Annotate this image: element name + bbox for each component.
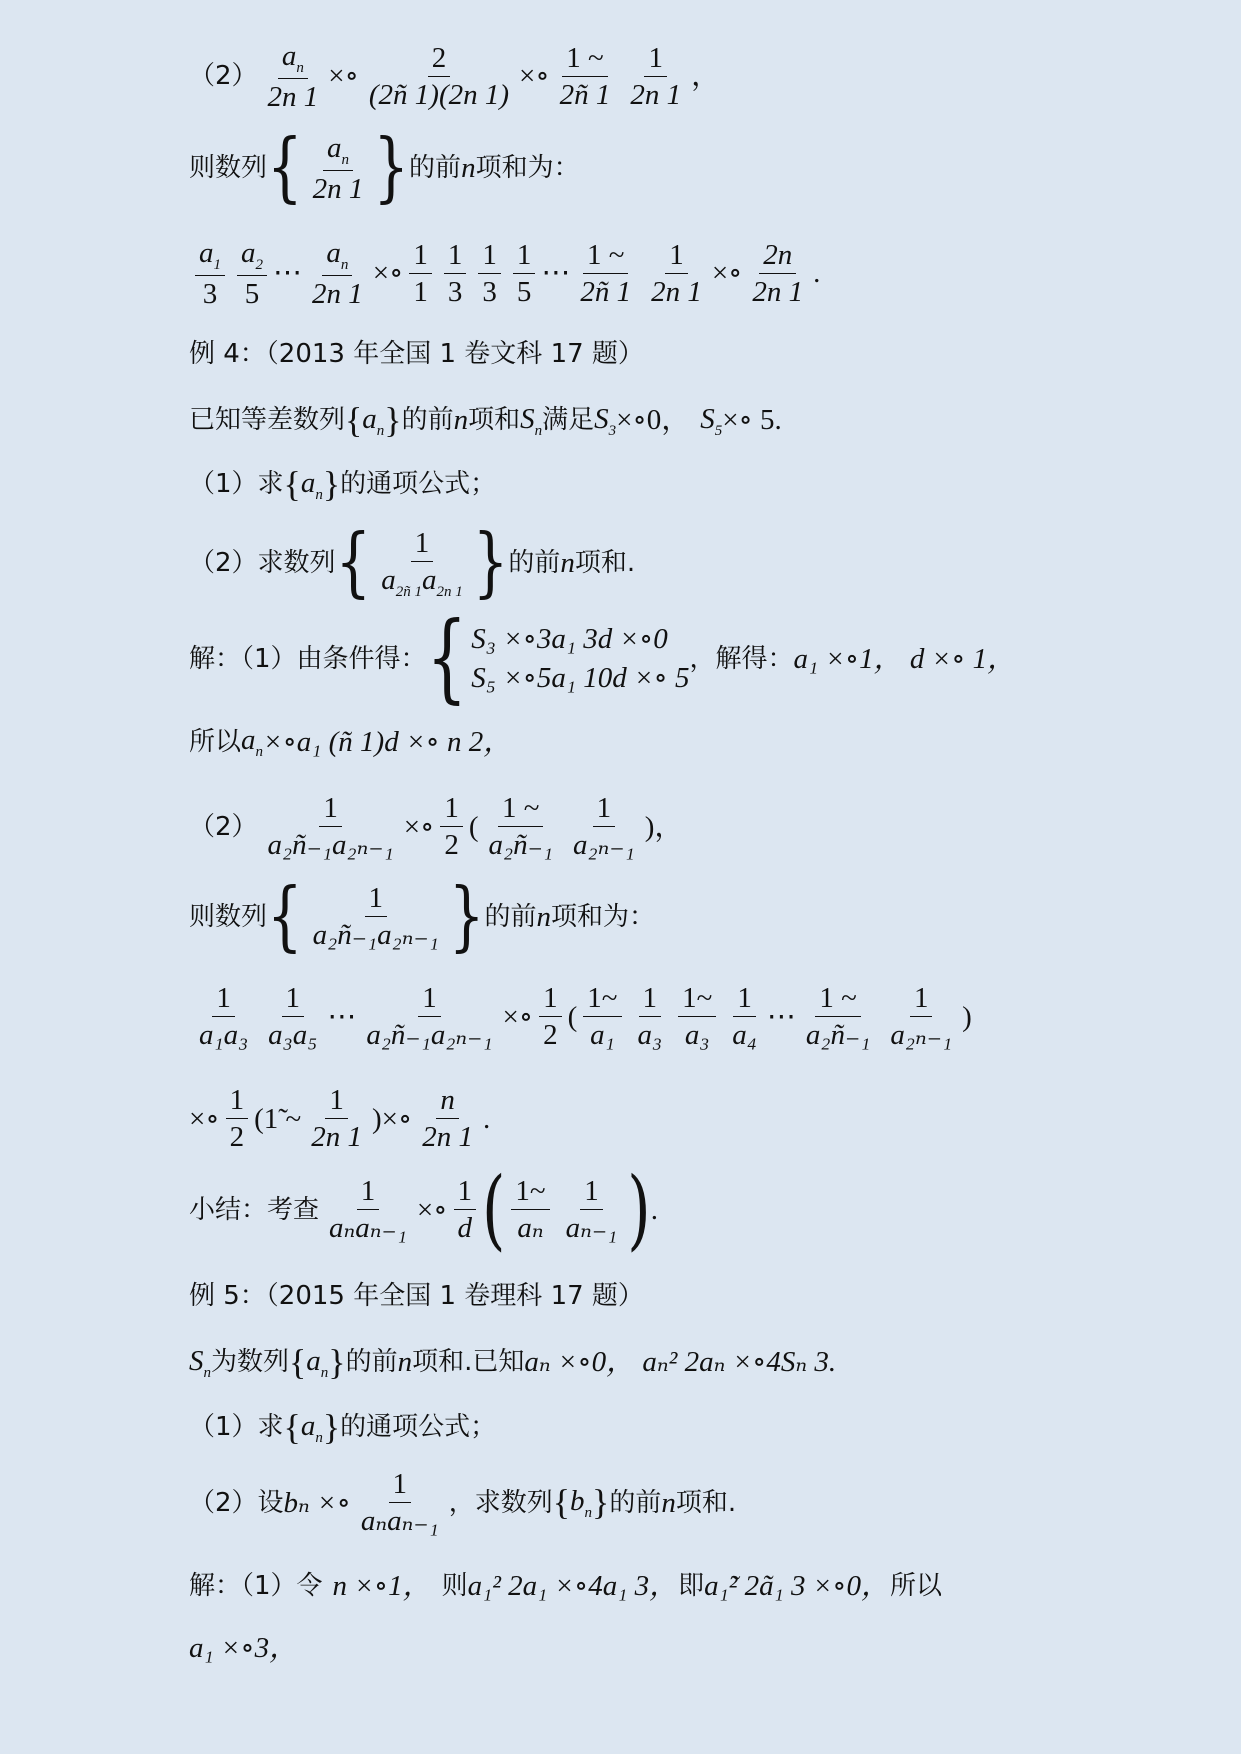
- solution-line-5-2: a₁ ×∘3，: [189, 1632, 299, 1664]
- formula-line-12: $\frac{1}{\text{a₁a₃}}$ $\frac{1}{\text{a₃a₅}}$ ⋯ $\frac{1}{\text{a₂ñ₋₁a₂ₙ₋₁}}$ ×∘ $\frac{1}{2}$ ( $\frac{1\sim}{\text{a₁}}$ $\frac{1}{\text{a₃}}$ $\frac{1\sim}{\text{a₃}}$ $\frac{1}{\text{a₄}}$ ⋯ $\frac{1 \sim}{\text{a₂ñ₋₁}}$ $\frac{1}{\text{a₂ₙ₋₁}}$ ): [199, 982, 972, 1052]
- formula-line-3: $\frac{a_1}{3}$ $\frac{a_2}{5}$ ⋯ $\frac{a_n}{2n 1}$ ×∘ $\frac{1}{1}$ $\frac{1}{3}$ $\frac{1}{3}$ $\frac{1}{5}$ ⋯ $\frac{1 \sim}{2ñ 1}$ $\frac{1}{2n 1}$ ×∘ $\frac{2n}{2n 1}$ .: [189, 235, 1121, 312]
- fraction: $\frac{a_n}{2n 1}$: [267, 40, 319, 113]
- example-heading: 例 4：（2013 年全国 1 卷文科 17 题）: [189, 339, 644, 369]
- text-line-11: 则数列 { $\frac{1}{\text{a₂ñ₋₁a₂ₙ₋₁}}$ } 的前 n 项和为：: [189, 872, 656, 960]
- question-1: （1）求 { $a_n$ } 的通项公式；: [189, 464, 497, 504]
- formula-line-1: （2） $\frac{a_n}{2n 1}$ ×∘ $\frac{2}{(2ñ 1)(2n 1)}$ ×∘ $\frac{1 \sim}{2ñ 1}$ $\frac{1}{2n 1}$ ，: [189, 38, 1121, 115]
- summary-line: 小结：考查 $\frac{1}{\text{aₙaₙ₋₁}}$ ×∘ $\frac{1}{d}$ ( $\frac{1\sim}{\text{aₙ}}$ $\frac{1}{\text{aₙ₋₁}}$ ) .: [189, 1159, 658, 1261]
- fraction: $\frac{1 \sim}{2ñ 1}$: [559, 41, 611, 111]
- solution-line-2: 所以 $a_n$ ×∘a₁ (ñ 1)d ×∘ n 2，: [189, 724, 513, 760]
- text-line-5: 已知等差数列 { $a_n$ } 的前 n 项和 $S_n$ 满足 $S_3$ ×∘0， $S_5$ ×∘ 5.: [189, 400, 782, 440]
- question-2: （2）设 bₙ ×∘ $\frac{1}{\text{aₙaₙ₋₁}}$ ，求数列 { $b_n$ } 的前 n 项和.: [189, 1468, 737, 1538]
- question-2: （2）求数列 { $\frac{1}{a_{2ñ 1}a_{2n 1}}$ } 的前 n 项和.: [189, 518, 636, 607]
- text-line-16: $S_n$ 为数列 { $a_n$ } 的前 n 项和.已知 aₙ ×∘0， aₙ² 2aₙ ×∘4Sₙ 3.: [189, 1342, 837, 1382]
- solution-line-5-1: 解：（1）令 n ×∘1， 则 a₁² 2a₁ ×∘4a₁ 3， 即 a₁̃² 2ã₁ 3 ×∘0， 所以: [189, 1570, 943, 1602]
- solution-line-1: 解：（1）由条件得： { S₃ ×∘3a₁ 3d ×∘0 S₅ ×∘5a₁ 10d ×∘ 5 ，解得： a₁ ×∘1， d ×∘ 1，: [189, 603, 1017, 715]
- question-1: （1）求 { $a_n$ } 的通项公式；: [189, 1407, 497, 1447]
- fraction: $\frac{1}{2n 1}$: [630, 41, 682, 111]
- fraction: $\frac{2}{(2ñ 1)(2n 1)}$: [368, 41, 510, 111]
- formula-line-13: ×∘ $\frac{1}{2}$ (1̃ ~ $\frac{1}{2n 1}$ ) ×∘ $\frac{n}{2n 1}$ .: [189, 1084, 491, 1154]
- solution-line-3: （2） $\frac{1}{\text{a₂ñ₋₁a₂ₙ₋₁}}$ ×∘ $\frac{1}{2}$ ( $\frac{1 \sim}{\text{a₂ñ₋₁}}$ $\frac{1}{\text{a₂ₙ₋₁}}$ )，: [189, 792, 684, 862]
- text-line-2: 则数列 { $\frac{a_n}{2n 1}$ } 的前 n 项和为：: [189, 123, 580, 212]
- example-heading: 例 5：（2015 年全国 1 卷理科 17 题）: [189, 1281, 644, 1311]
